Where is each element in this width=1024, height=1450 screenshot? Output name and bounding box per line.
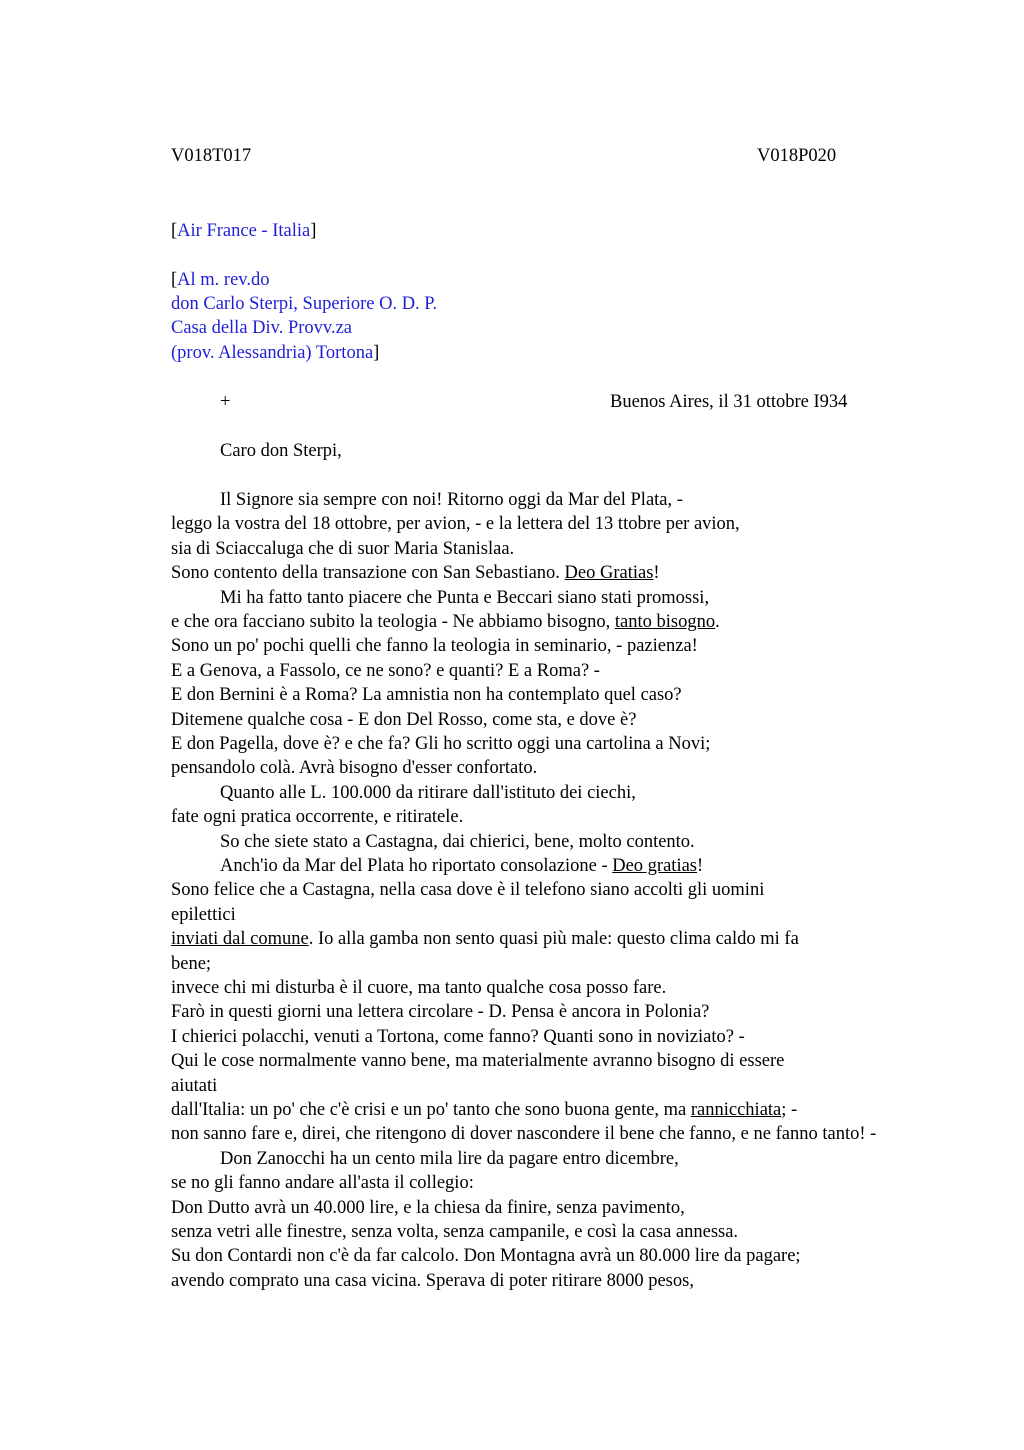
- body-line: se no gli fanno andare all'asta il collegio:: [171, 1173, 474, 1193]
- body-line: So che siete stato a Castagna, dai chierici, bene, molto contento.: [220, 832, 695, 852]
- body-line: Don Dutto avrà un 40.000 lire, e la chiesa da finire, senza pavimento,: [171, 1198, 685, 1218]
- body-line: Quanto alle L. 100.000 da ritirare dall'istituto dei ciechi,: [220, 783, 636, 803]
- body-line: leggo la vostra del 18 ottobre, per avion, - e la lettera del 13 ttobre per avion,: [171, 514, 740, 534]
- body-line: I chierici polacchi, venuti a Tortona, come fanno? Quanti sono in noviziato? -: [171, 1027, 745, 1047]
- body-line: Su don Contardi non c'è da far calcolo. Don Montagna avrà un 80.000 lire da pagare;: [171, 1246, 801, 1266]
- body-line: fate ogni pratica occorrente, e ritiratele.: [171, 807, 464, 827]
- heading: [171, 221, 316, 242]
- body-line: [220, 856, 703, 877]
- body-line: bene;: [171, 954, 212, 974]
- bracket-close: ]: [310, 221, 317, 241]
- body-line: senza vetri alle finestre, senza volta, senza campanile, e così la casa annessa.: [171, 1222, 739, 1242]
- underlined-text: inviati dal comune: [171, 929, 309, 949]
- body-text: Sono contento della transazione con San Sebastiano.: [171, 563, 565, 583]
- cross-symbol: +: [220, 392, 231, 412]
- body-line: E don Pagella, dove è? e che fa? Gli ho scritto oggi una cartolina a Novi;: [171, 734, 711, 754]
- body-line: E don Bernini è a Roma? La amnistia non ha contemplato quel caso?: [171, 685, 682, 705]
- body-line: Sono un po' pochi quelli che fanno la teologia in seminario, - pazienza!: [171, 636, 698, 656]
- underlined-text: Deo Gratias: [564, 563, 654, 583]
- address-line-1: [171, 270, 269, 291]
- body-line: sia di Sciaccaluga che di suor Maria Stanislaa.: [171, 539, 515, 559]
- salutation: Caro don Sterpi,: [220, 441, 342, 461]
- body-line: Il Signore sia sempre con noi! Ritorno oggi da Mar del Plata, -: [220, 490, 683, 510]
- address-text: Al m. rev.do: [177, 270, 270, 290]
- address-line-4: [171, 343, 379, 364]
- body-text: . Io alla gamba non sento quasi più male: questo clima caldo mi fa: [308, 929, 799, 949]
- underlined-text: tanto bisogno: [614, 612, 716, 632]
- body-line: [171, 929, 799, 950]
- bracket-open: [: [171, 270, 178, 290]
- body-line: Don Zanocchi ha un cento mila lire da pagare entro dicembre,: [220, 1149, 679, 1169]
- body-line: [171, 612, 720, 633]
- body-line: Qui le cose normalmente vanno bene, ma materialmente avranno bisogno di essere: [171, 1051, 785, 1071]
- bracket-open: [: [171, 221, 178, 241]
- body-line: pensandolo colà. Avrà bisogno d'esser confortato.: [171, 758, 538, 778]
- body-line: Mi ha fatto tanto piacere che Punta e Beccari siano stati promossi,: [220, 588, 710, 608]
- body-line: non sanno fare e, direi, che ritengono di dover nascondere il bene che fanno, e ne fanno tanto! -: [171, 1124, 877, 1144]
- body-text: !: [697, 856, 704, 876]
- body-text: dall'Italia: un po' che c'è crisi e un po' tanto che sono buona gente, ma: [171, 1100, 691, 1120]
- document-code-left: V018T017: [171, 146, 252, 166]
- body-text: e che ora facciano subito la teologia - Ne abbiamo bisogno,: [171, 612, 615, 632]
- body-line: Sono felice che a Castagna, nella casa dove è il telefono siano accolti gli uomini: [171, 880, 765, 900]
- body-line: avendo comprato una casa vicina. Sperava di poter ritirare 8000 pesos,: [171, 1271, 694, 1291]
- body-line: E a Genova, a Fassolo, ce ne sono? e quanti? E a Roma? -: [171, 661, 600, 681]
- body-line: Farò in questi giorni una lettera circolare - D. Pensa è ancora in Polonia?: [171, 1002, 710, 1022]
- body-line: [171, 563, 660, 584]
- body-line: invece chi mi disturba è il cuore, ma tanto qualche cosa posso fare.: [171, 978, 667, 998]
- bracket-close: ]: [373, 343, 380, 363]
- dateline: Buenos Aires, il 31 ottobre I934: [610, 392, 848, 412]
- body-text: !: [653, 563, 660, 583]
- body-line: aiutati: [171, 1076, 218, 1096]
- address-line-2: don Carlo Sterpi, Superiore O. D. P.: [171, 294, 438, 314]
- underlined-text: rannicchiata: [690, 1100, 782, 1120]
- body-line: [171, 1100, 797, 1121]
- body-text: .: [715, 612, 720, 632]
- body-text: Anch'io da Mar del Plata ho riportato consolazione -: [220, 856, 613, 876]
- underlined-text: Deo gratias: [612, 856, 697, 876]
- address-text: (prov. Alessandria) Tortona: [171, 343, 374, 363]
- body-line: epilettici: [171, 905, 236, 925]
- body-line: Ditemene qualche cosa - E don Del Rosso, come sta, e dove è?: [171, 710, 637, 730]
- body-text: ; -: [781, 1100, 798, 1120]
- address-line-3: Casa della Div. Provv.za: [171, 318, 353, 338]
- heading-text: Air France - Italia: [177, 221, 311, 241]
- document-code-right: V018P020: [757, 146, 837, 166]
